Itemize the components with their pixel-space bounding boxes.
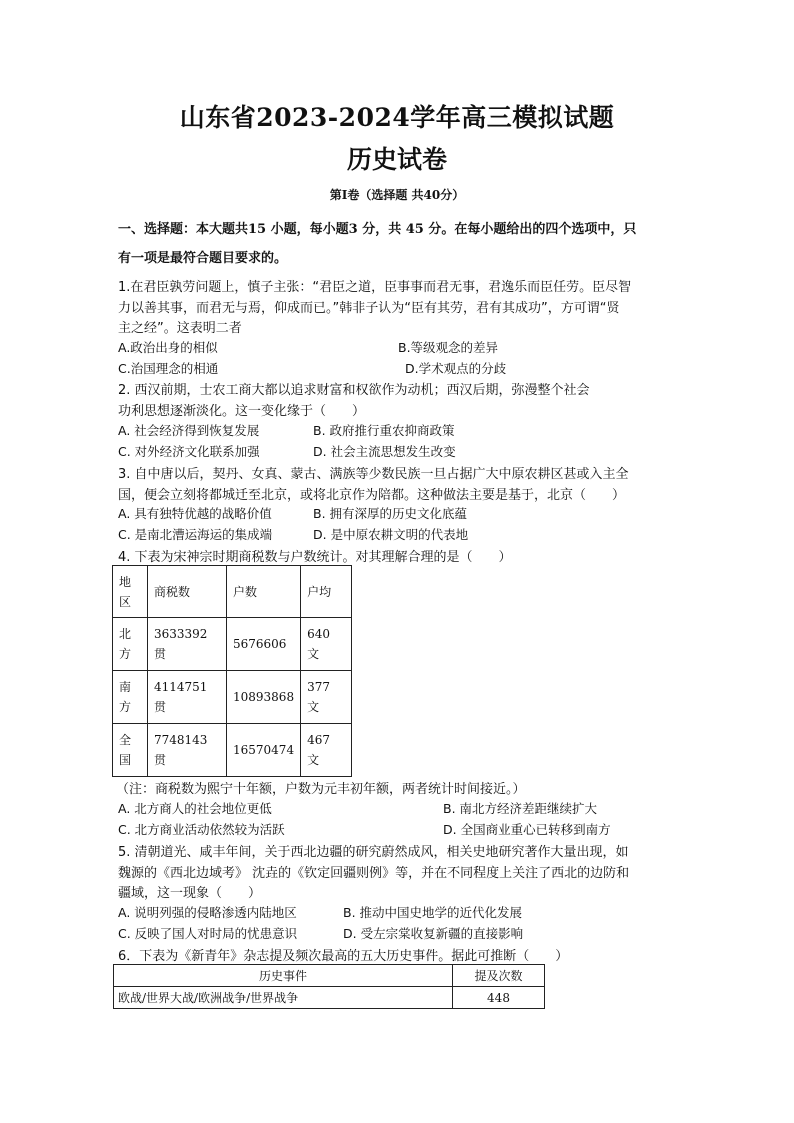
q6-table xyxy=(113,964,545,1009)
q4-option-c: C. 北方商业活动依然较为活跃 xyxy=(118,822,285,837)
q5-stem-1: 5. 清朝道光、咸丰年间，关于西北边疆的研究蔚然成风，相关史地研究著作大量出现，如 xyxy=(118,845,629,860)
q3-option-c: C. 是南北漕运海运的集成端 xyxy=(118,527,273,542)
table-cell: 全 国 xyxy=(113,724,148,777)
q6-stem: 6．下表为《新青年》杂志提及频次最高的五大历史事件。据此可推断（ ） xyxy=(118,949,569,964)
table-cell: 10893868 xyxy=(227,671,301,724)
q1-option-b: B.等级观念的差异 xyxy=(398,340,499,355)
table-cell: 4114751 贯 xyxy=(148,671,227,724)
instructions-line-1: 一、选择题：本大题共15 小题，每小题3 分，共 45 分。在每小题给出的四个选项中，只 xyxy=(118,222,637,237)
q5-option-a: A. 说明列强的侵略渗透内陆地区 xyxy=(118,905,297,920)
q4-header-average: 户均 xyxy=(301,566,352,618)
q4-header-region: 地 区 xyxy=(113,566,148,618)
q3-stem-1: 3. 自中唐以后，契丹、女真、蒙古、满族等少数民族一旦占据广大中原农耕区甚或入主全 xyxy=(118,467,629,482)
q4-option-d: D. 全国商业重心已转移到南方 xyxy=(443,822,611,837)
q4-table xyxy=(112,565,352,777)
q2-option-c: C. 对外经济文化联系加强 xyxy=(118,444,260,459)
page-title: 山东省2023-2024学年高三模拟试题 xyxy=(179,103,615,132)
q5-option-b: B. 推动中国史地学的近代化发展 xyxy=(343,905,523,920)
table-row xyxy=(114,987,545,1009)
q6-header-event: 历史事件 xyxy=(114,965,453,987)
q4-note: （注：商税数为熙宁十年额，户数为元丰初年额，两者统计时间接近。） xyxy=(116,782,526,797)
q6-header-count: 提及次数 xyxy=(453,965,545,987)
table-cell: 377 文 xyxy=(301,671,352,724)
table-cell: 16570474 xyxy=(227,724,301,777)
instructions-line-2: 有一项是最符合题目要求的。 xyxy=(118,251,288,266)
q5-stem-3: 疆域，这一现象（ ） xyxy=(118,886,262,901)
table-cell: 467 文 xyxy=(301,724,352,777)
q2-option-a: A. 社会经济得到恢复发展 xyxy=(118,423,260,438)
subject-title: 历史试卷 xyxy=(346,145,447,174)
q1-stem-3: 主之经”。这表明二者 xyxy=(118,321,242,336)
q1-option-c: C.治国理念的相通 xyxy=(118,361,219,376)
q1-option-d: D.学术观点的分歧 xyxy=(405,361,507,376)
table-cell: 7748143 贯 xyxy=(148,724,227,777)
table-row xyxy=(113,671,352,724)
q2-stem-2: 功利思想逐渐淡化。这一变化缘于（ ） xyxy=(118,404,366,419)
q3-option-d: D. 是中原农耕文明的代表地 xyxy=(313,527,469,542)
table-cell: 3633392 贯 xyxy=(148,618,227,671)
q5-option-c: C. 反映了国人对时局的忧患意识 xyxy=(118,926,298,941)
q5-stem-2: 魏源的《西北边域考》 沈垚的《钦定回疆则例》等，并在不同程度上关注了西北的边防和 xyxy=(118,866,630,881)
q4-option-b: B. 南北方经济差距继续扩大 xyxy=(443,801,598,816)
q3-option-b: B. 拥有深厚的历史文化底蕴 xyxy=(313,506,468,521)
table-cell: 南 方 xyxy=(113,671,148,724)
q1-option-a: A.政治出身的相似 xyxy=(118,340,218,355)
table-cell: 欧战/世界大战/欧洲战争/世界战争 xyxy=(114,987,453,1009)
q1-stem-2: 力以善其事，而君无与焉，仰成而已。”韩非子认为“臣有其劳，君有其成功”，方可谓“贤 xyxy=(118,301,620,316)
q2-option-b: B. 政府推行重农抑商政策 xyxy=(313,423,455,438)
q3-stem-2: 国，便会立刻将都城迁至北京，或将北京作为陪都。这种做法主要是基于，北京（ ） xyxy=(118,488,626,503)
table-cell: 5676606 xyxy=(227,618,301,671)
table-row xyxy=(113,724,352,777)
table-cell: 北 方 xyxy=(113,618,148,671)
section-title: 第Ⅰ卷（选择题 共40分） xyxy=(329,188,465,202)
table-row xyxy=(113,618,352,671)
q3-option-a: A. 具有独特优越的战略价值 xyxy=(118,506,272,521)
q1-stem-1: 1.在君臣孰劳问题上，慎子主张：“君臣之道，臣事事而君无事，君逸乐而臣任劳。臣尽智 xyxy=(118,280,632,295)
table-cell: 448 xyxy=(453,987,545,1009)
q4-header-tax: 商税数 xyxy=(148,566,227,618)
q2-option-d: D. 社会主流思想发生改变 xyxy=(313,444,456,459)
table-cell: 640 文 xyxy=(301,618,352,671)
q4-stem: 4. 下表为宋神宗时期商税数与户数统计。对其理解合理的是（ ） xyxy=(118,550,512,565)
q5-option-d: D. 受左宗棠收复新疆的直接影响 xyxy=(343,926,524,941)
q4-option-a: A. 北方商人的社会地位更低 xyxy=(118,801,272,816)
q2-stem-1: 2. 西汉前期，士农工商大都以追求财富和权欲作为动机；西汉后期，弥漫整个社会 xyxy=(118,383,590,398)
q4-header-households: 户数 xyxy=(227,566,301,618)
